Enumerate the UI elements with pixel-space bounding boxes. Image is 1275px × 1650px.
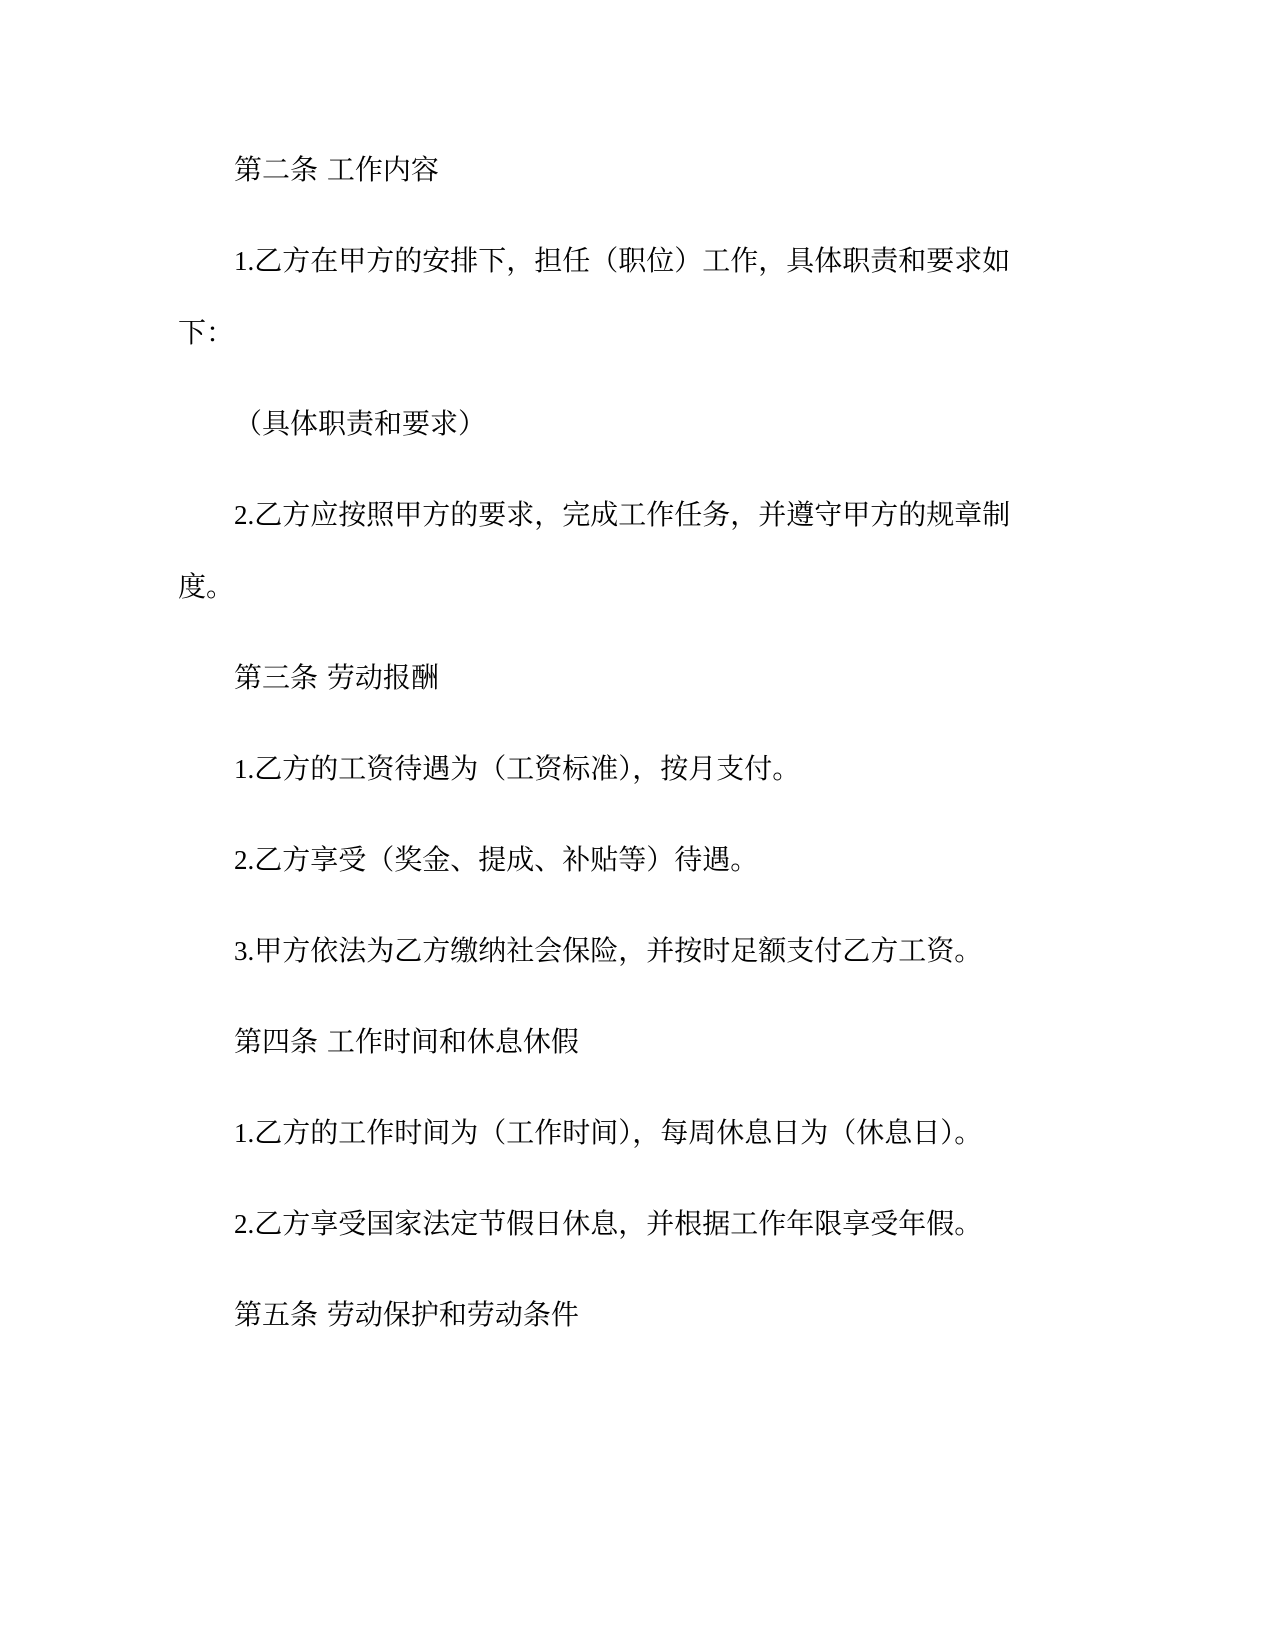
item-number: 2. [234,845,255,875]
item-number: 1. [234,754,255,784]
item-text: 乙方的工作时间为（工作时间），每周休息日为（休息日）。 [254,1116,983,1149]
item-text: 甲方依法为乙方缴纳社会保险，并按时足额支付乙方工资。 [254,934,983,967]
item-number: 1. [234,246,255,276]
article-2-item-1 [234,243,1010,279]
item-number: 1. [234,1118,255,1148]
article-3-heading: 第三条 劳动报酬 [234,661,439,694]
article-3-item-2 [234,842,758,878]
article-4-item-2 [234,1206,982,1242]
article-3-item-3 [234,933,982,969]
article-4-item-1 [234,1115,982,1151]
item-text: 乙方在甲方的安排下，担任（职位）工作，具体职责和要求如 [254,244,1011,277]
article-3-item-1 [234,751,800,787]
article-4-heading: 第四条 工作时间和休息休假 [234,1025,579,1058]
item-number: 3. [234,936,255,966]
article-2-heading: 第二条 工作内容 [234,153,439,186]
item-text: 乙方的工资待遇为（工资标准），按月支付。 [254,752,801,785]
article-5-heading: 第五条 劳动保护和劳动条件 [234,1298,579,1331]
article-2-duties-placeholder: （具体职责和要求） [234,407,487,440]
item-text: 乙方应按照甲方的要求，完成工作任务，并遵守甲方的规章制 [254,498,1011,531]
article-2-item-2 [234,497,1010,533]
item-text: 乙方享受国家法定节假日休息，并根据工作年限享受年假。 [254,1207,983,1240]
article-2-item-1-continuation: 下： [178,316,235,349]
item-number: 2. [234,1209,255,1239]
item-number: 2. [234,500,255,530]
item-text: 乙方享受（奖金、提成、补贴等）待遇。 [254,843,759,876]
article-2-item-2-continuation: 度。 [178,570,235,603]
